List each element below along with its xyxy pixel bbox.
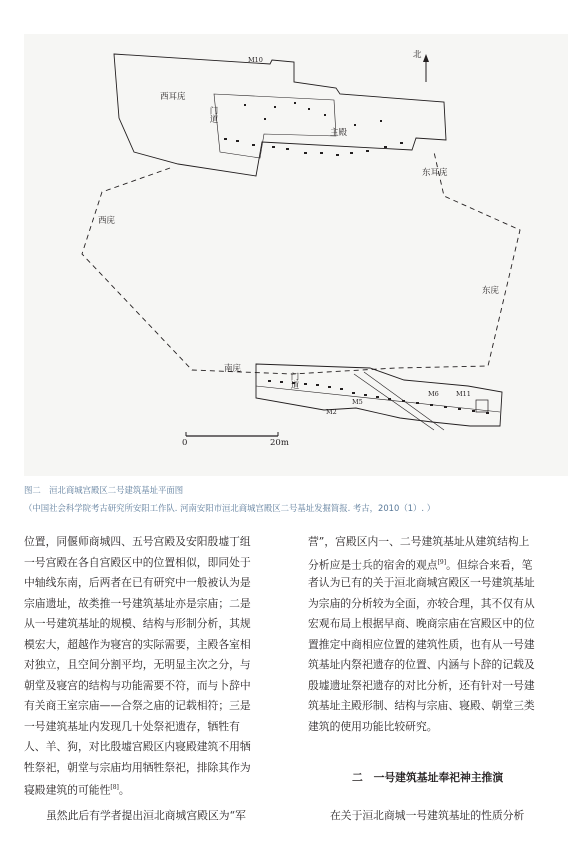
- m5-label: M5: [352, 398, 363, 406]
- scale-zero-label: 0: [182, 438, 188, 448]
- north-path-label: 门道: [208, 106, 218, 123]
- left-text-column: [24, 532, 274, 799]
- scale-20m-label: 20m: [270, 438, 289, 448]
- east-hall-label: 东庑: [482, 286, 500, 296]
- courtyard-dashed-outline: [82, 152, 520, 374]
- left-line-5: 从一号建筑基址的规模、结构与形制分析，其规: [24, 617, 251, 630]
- left-line-13: [24, 778, 274, 799]
- west-ear-hall-label: 西耳庑: [160, 92, 186, 102]
- left-line-6: 模宏大，超越作为寝宫的实际需要，主殿各室相: [24, 637, 251, 651]
- figure-caption-source: （中国社会科学院考古研究所安阳工作队. 河南安阳市洹北商城宫殿区二号基址发掘简报. 考古，2010（1）. ）: [24, 503, 436, 513]
- main-hall-inner-outline: [214, 94, 336, 158]
- left-line-13-text: 寝殿建筑的可能性: [24, 783, 111, 797]
- north-arrow-head: [423, 54, 429, 62]
- right-paragraph-start: 在关于洹北商城一号建筑基址的性质分析: [330, 809, 525, 822]
- south-path-label: 门道: [289, 372, 299, 389]
- right-line-3: 者认为已有的关于洹北商城宫殿区一号建筑基址: [308, 576, 535, 589]
- m2-label: M2: [326, 408, 337, 416]
- left-line-1: 位置，同偃师商城四、五号宫殿及安阳殷墟丁组: [24, 535, 251, 548]
- m11-label: M11: [456, 390, 471, 398]
- figure-caption-title: 图二 洹北商城宫殿区二号建筑基址平面图: [24, 485, 184, 495]
- left-line-4: 宗庙遗址，故类推一号建筑基址亦是宗庙；二是: [24, 596, 251, 610]
- m10-label: M10: [248, 56, 263, 64]
- south-diagonal-trench: [354, 374, 434, 430]
- left-paragraph-start: 虽然此后有学者提出洹北商城宫殿区为“军: [46, 809, 246, 822]
- left-line-12: 牲祭祀，朝堂与宗庙均用牺牲祭祀，排除其作为: [24, 760, 251, 774]
- site-plan-drawing: [24, 34, 568, 476]
- m6-label: M6: [428, 390, 439, 398]
- left-line-2: 一号宫殿在各自宫殿区中的位置相似，即同处于: [24, 555, 251, 569]
- right-line-4: 为宗庙的分析较为全面，亦较合理，其不仅有从: [308, 596, 535, 610]
- left-line-8: 朝堂及寝宫的结构与功能需要不符，而与卜辞中: [24, 678, 251, 692]
- right-line-1: 营”，宫殿区内一、二号建筑基址从建筑结构上: [308, 535, 530, 548]
- right-line-5: 宏观布局上根据早商、晚商宗庙在宫殿区中的位: [308, 617, 535, 630]
- right-line-10: 建筑的使用功能比较研究。: [308, 719, 438, 733]
- right-text-column: [308, 532, 558, 737]
- south-hall-label: 南庑: [224, 364, 242, 374]
- main-hall-label: 主殿: [330, 128, 348, 138]
- left-line-7: 对独立，且空间分割平均，无明显主次之分，与: [24, 658, 251, 671]
- right-line-9: 筑基址主殿形制、结构与宗庙、寝殿、朝堂三类: [308, 699, 535, 712]
- right-citation-ref: [9]: [437, 558, 447, 566]
- left-line-10: 一号建筑基址内发现几十处祭祀遗存，牺牲有: [24, 719, 240, 733]
- right-line-2-text: 分析应是士兵的宿舍的观点: [308, 558, 438, 572]
- site-plan-figure: [24, 34, 568, 476]
- right-line-7: 筑基址内祭祀遗存的位置、内涵与卜辞的记载及: [308, 658, 535, 671]
- section-heading: 二 一号建筑基址奉祀神主推演: [352, 771, 504, 784]
- right-line-2: [308, 553, 558, 574]
- left-line-9: 有关商王室宗庙——合祭之庙的记载相符；三是: [24, 699, 251, 712]
- north-label: 北: [413, 50, 422, 60]
- north-building-outline: [114, 54, 446, 176]
- west-hall-label: 西庑: [98, 216, 116, 226]
- right-line-2-tail: 。但综合来看，笔: [446, 558, 533, 572]
- left-line-11: 人、羊、狗，对比殷墟宫殿区内寝殿建筑不用牺: [24, 740, 251, 753]
- left-citation-ref: [8]: [110, 784, 119, 791]
- left-line-13-tail: 。: [118, 783, 130, 797]
- right-line-8: 殷墟遗址祭祀遗存的对比分析，还有针对一号建: [308, 678, 535, 692]
- east-ear-hall-label: 东耳庑: [422, 168, 448, 178]
- left-line-3: 中轴线东南，后两者在已有研究中一般被认为是: [24, 576, 251, 589]
- right-line-6: 置推定中商相应位置的建筑性质，也有从一号建: [308, 637, 535, 651]
